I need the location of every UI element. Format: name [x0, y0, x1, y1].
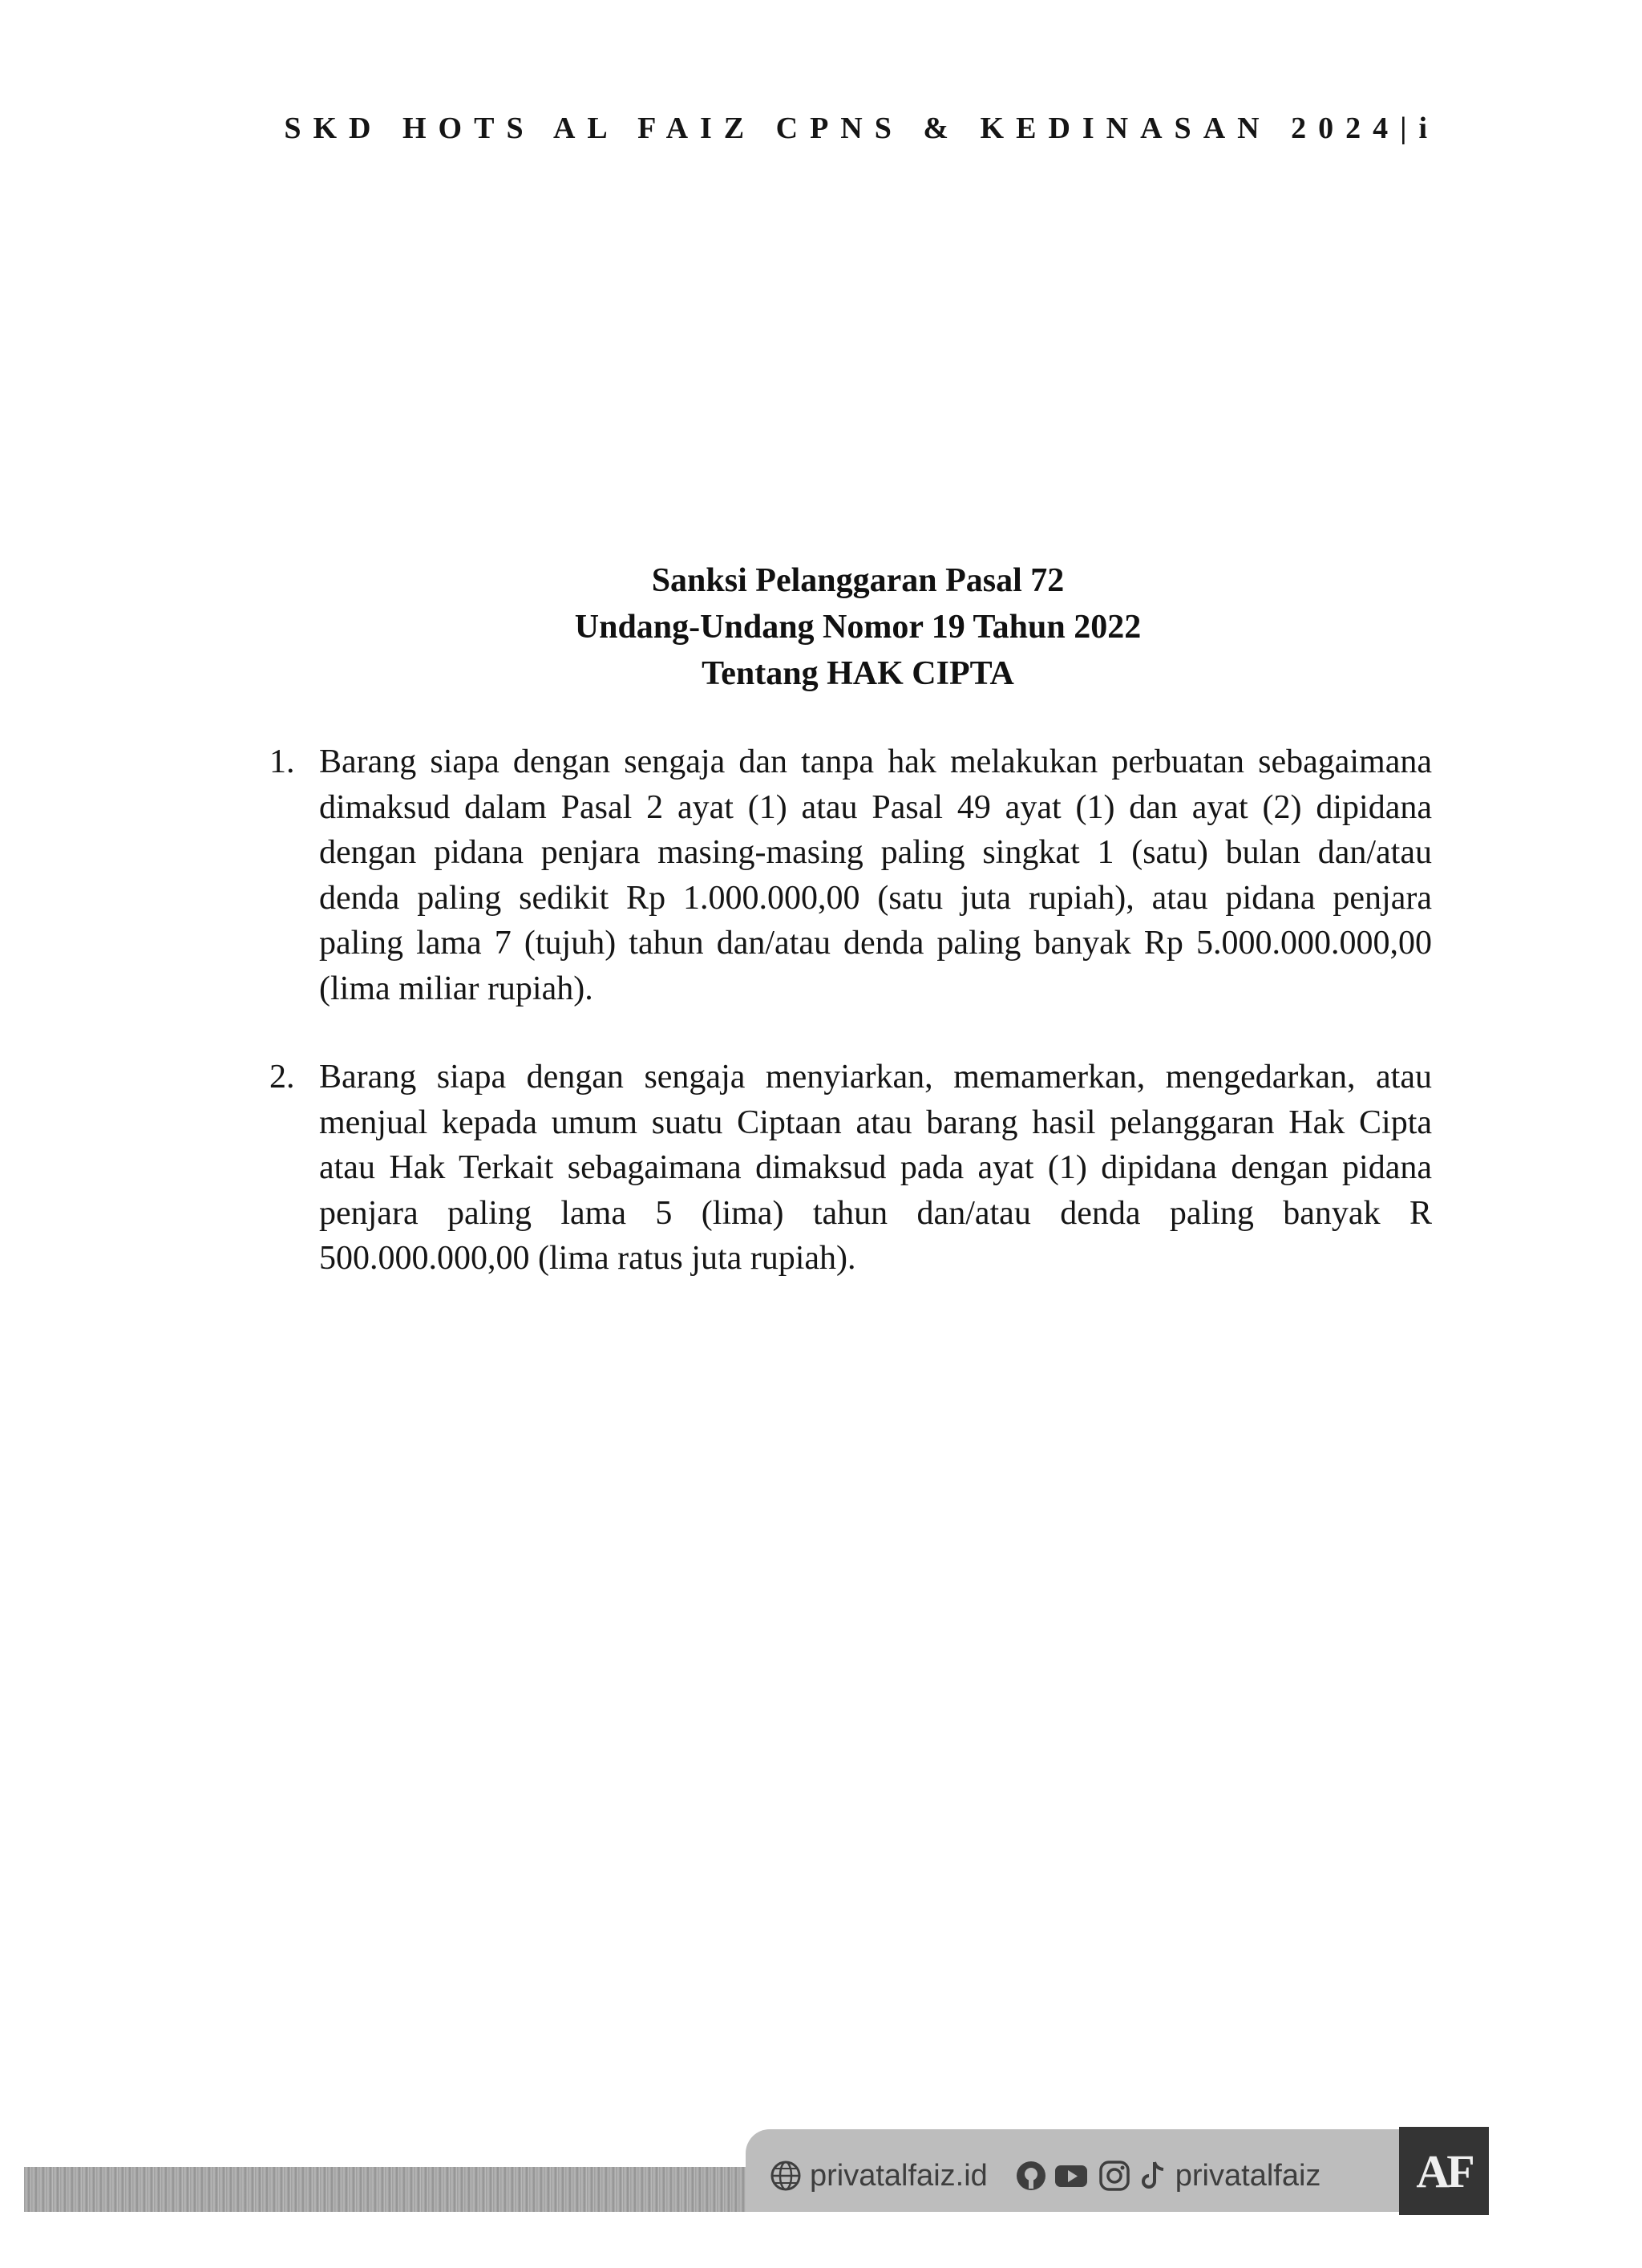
running-header: SKD HOTS AL FAIZ CPNS & KEDINASAN 2024|i	[284, 111, 1439, 145]
sanction-list	[269, 739, 1432, 1282]
list-item-text: Barang siapa dengan sengaja dan tanpa hak melakukan perbuatan sebagaimana dimaksud dalam Pasal 2 ayat (1) atau Pasal 49 ayat (1) dan ayat (2) dipidana dengan pidana penjara masing-masing paling singkat 1 (satu) bulan dan/atau denda paling sedikit Rp 1.000.000,00 (satu juta rupiah), atau pidana penjara paling lama 7 (tujuh) tahun dan/atau denda paling banyak Rp 5.000.000.000,00 (lima miliar rupiah).	[319, 743, 1432, 1007]
github-icon[interactable]	[1015, 2160, 1047, 2192]
list-item	[269, 1055, 1432, 1282]
social-handle[interactable]: privatalfaiz	[1175, 2158, 1321, 2193]
list-item-number: 1.	[269, 743, 295, 780]
footer-social-row	[770, 2156, 1320, 2196]
instagram-icon[interactable]	[1098, 2160, 1130, 2192]
publisher-logo	[1399, 2127, 1489, 2215]
globe-icon	[770, 2160, 802, 2192]
list-item	[269, 739, 1432, 1011]
title-block	[0, 557, 1642, 697]
logo-text: AF	[1416, 2145, 1472, 2197]
youtube-icon[interactable]	[1054, 2160, 1089, 2192]
title-line-2: Undang-Undang Nomor 19 Tahun 2022	[574, 609, 1142, 646]
list-item-text: Barang siapa dengan sengaja menyiarkan, memamerkan, mengedarkan, atau menjual kepada umum suatu Ciptaan atau barang hasil pelanggaran Hak Cipta atau Hak Terkait sebagaimana dimaksud pada ayat (1) dipidana dengan pidana penjara paling lama 5 (lima) tahun dan/atau denda paling banyak R 500.000.000,00 (lima ratus juta rupiah).	[319, 1059, 1432, 1277]
title-line-1: Sanksi Pelanggaran Pasal 72	[651, 562, 1065, 599]
title-line-3: Tentang HAK CIPTA	[702, 655, 1014, 692]
tiktok-icon[interactable]	[1140, 2160, 1167, 2192]
website-link[interactable]: privatalfaiz.id	[810, 2158, 988, 2193]
list-item-number: 2.	[269, 1059, 295, 1096]
